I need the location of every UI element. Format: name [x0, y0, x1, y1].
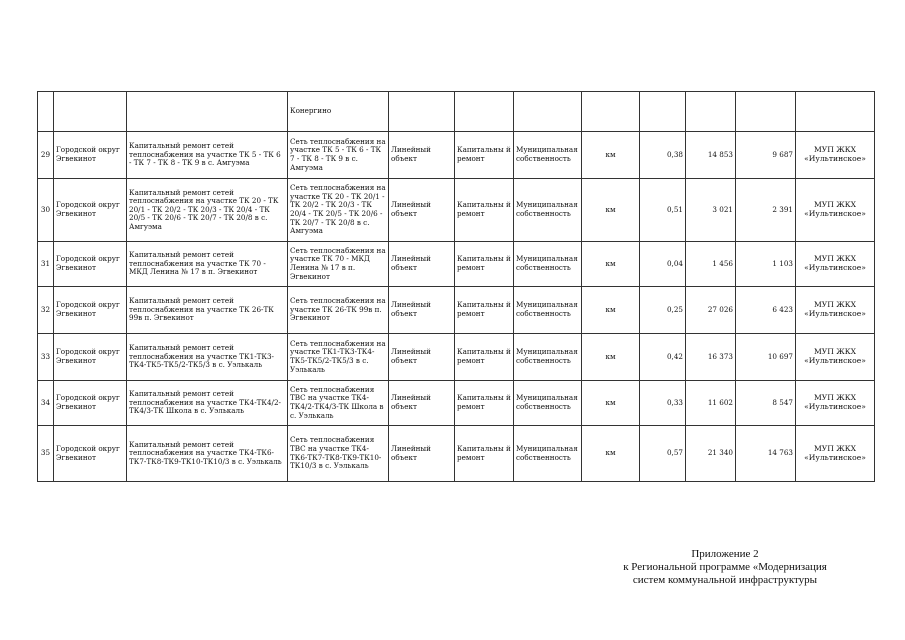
- cell-municipality: Городской округ Эгвекинот: [54, 426, 127, 482]
- cell-value2: 2 391: [736, 179, 796, 242]
- cell-unit: км: [582, 426, 640, 482]
- cell-value1: 27 026: [686, 287, 736, 334]
- cell-length: 0,42: [640, 334, 686, 381]
- appendix-line-2: к Региональной программе «Модернизация: [623, 561, 827, 573]
- cell-ownership: Муниципальная собственность: [514, 381, 582, 426]
- cell-value2: 1 103: [736, 242, 796, 287]
- cell-num: 31: [38, 242, 54, 287]
- table-row: [38, 179, 875, 242]
- cell-length: 0,57: [640, 426, 686, 482]
- cell-value1: 11 602: [686, 381, 736, 426]
- cell-length: 0,33: [640, 381, 686, 426]
- appendix-line-1: Приложение 2: [691, 548, 759, 560]
- cell-value1: 16 373: [686, 334, 736, 381]
- cell-organization: МУП ЖКХ «Иультинское»: [796, 426, 875, 482]
- cell-work: Капитальный ремонт сетей теплоснабжения на участке ТК 20 - ТК 20/1 - ТК 20/2 - ТК 20/3 - ТК 20/4 - ТК 20/5 - ТК 20/6 - ТК 20/7 - ТК 20/8 в с. Амгуэма: [127, 179, 288, 242]
- cell-municipality: Городской округ Эгвекинот: [54, 334, 127, 381]
- cell-ownership: [514, 92, 582, 132]
- cell-value1: 21 340: [686, 426, 736, 482]
- cell-kind: Капитальны й ремонт: [455, 179, 514, 242]
- cell-length: 0,04: [640, 242, 686, 287]
- cell-unit: км: [582, 132, 640, 179]
- cell-object: Сеть теплоснабжения ТВС на участке ТК4-ТК4/2-ТК4/3-ТК Школа в с. Уэлькаль: [288, 381, 389, 426]
- cell-work: [127, 92, 288, 132]
- cell-work: Капитальный ремонт сетей теплоснабжения на участке ТК4-ТК4/2-ТК4/3-ТК Школа в с. Уэлькаль: [127, 381, 288, 426]
- cell-object: Сеть теплоснабжения ТВС на участке ТК4-ТК6-ТК7-ТК8-ТК9-ТК10-ТК10/3 в с. Уэлькаль: [288, 426, 389, 482]
- cell-organization: МУП ЖКХ «Иультинское»: [796, 334, 875, 381]
- cell-length: 0,25: [640, 287, 686, 334]
- cell-ownership: Муниципальная собственность: [514, 242, 582, 287]
- program-table: [37, 91, 875, 482]
- cell-kind: Капитальны й ремонт: [455, 242, 514, 287]
- cell-num: 32: [38, 287, 54, 334]
- cell-organization: МУП ЖКХ «Иультинское»: [796, 287, 875, 334]
- cell-type: Линейный объект: [389, 179, 455, 242]
- cell-value1: 1 456: [686, 242, 736, 287]
- cell-kind: Капитальны й ремонт: [455, 334, 514, 381]
- cell-value2: 10 697: [736, 334, 796, 381]
- cell-municipality: Городской округ Эгвекинот: [54, 381, 127, 426]
- table-row: [38, 381, 875, 426]
- cell-value2: 14 763: [736, 426, 796, 482]
- cell-work: Капитальный ремонт сетей теплоснабжения на участке ТК 26-ТК 99в п. Эгвекинот: [127, 287, 288, 334]
- table-row: [38, 132, 875, 179]
- cell-type: [389, 92, 455, 132]
- cell-kind: [455, 92, 514, 132]
- cell-ownership: Муниципальная собственность: [514, 132, 582, 179]
- cell-ownership: Муниципальная собственность: [514, 334, 582, 381]
- cell-num: 33: [38, 334, 54, 381]
- cell-type: Линейный объект: [389, 242, 455, 287]
- cell-num: [38, 92, 54, 132]
- cell-organization: [796, 92, 875, 132]
- table-row: [38, 334, 875, 381]
- appendix-note: [600, 548, 850, 587]
- cell-work: Капитальный ремонт сетей теплоснабжения на участке ТК 5 - ТК 6 - ТК 7 - ТК 8 - ТК 9 в с. Амгуэма: [127, 132, 288, 179]
- cell-object: Сеть теплоснабжения на участке ТК 5 - ТК 6 - ТК 7 - ТК 8 - ТК 9 в с. Амгуэма: [288, 132, 389, 179]
- cell-unit: км: [582, 381, 640, 426]
- cell-object: Конергино: [288, 92, 389, 132]
- cell-num: 34: [38, 381, 54, 426]
- cell-unit: км: [582, 334, 640, 381]
- cell-work: Капитальный ремонт сетей теплоснабжения на участке ТК4-ТК6-ТК7-ТК8-ТК9-ТК10-ТК10/3 в с. Уэлькаль: [127, 426, 288, 482]
- cell-work: Капитальный ремонт сетей теплоснабжения на участке ТК1-ТК3-ТК4-ТК5-ТК5/2-ТК5/3 в с. Уэлькаль: [127, 334, 288, 381]
- cell-type: Линейный объект: [389, 426, 455, 482]
- cell-ownership: Муниципальная собственность: [514, 287, 582, 334]
- cell-work: Капитальный ремонт сетей теплоснабжения на участке ТК 70 - МКД Ленина № 17 в п. Эгвекинот: [127, 242, 288, 287]
- cell-municipality: Городской округ Эгвекинот: [54, 179, 127, 242]
- cell-type: Линейный объект: [389, 334, 455, 381]
- cell-num: 29: [38, 132, 54, 179]
- cell-type: Линейный объект: [389, 132, 455, 179]
- cell-value1: [686, 92, 736, 132]
- cell-value2: 8 547: [736, 381, 796, 426]
- cell-type: Линейный объект: [389, 287, 455, 334]
- cell-organization: МУП ЖКХ «Иультинское»: [796, 179, 875, 242]
- appendix-line-3: систем коммунальной инфраструктуры: [632, 574, 818, 586]
- cell-num: 30: [38, 179, 54, 242]
- cell-municipality: Городской округ Эгвекинот: [54, 287, 127, 334]
- cell-value2: 9 687: [736, 132, 796, 179]
- cell-unit: [582, 92, 640, 132]
- cell-length: 0,51: [640, 179, 686, 242]
- cell-kind: Капитальны й ремонт: [455, 287, 514, 334]
- cell-object: Сеть теплоснабжения на участке ТК 26-ТК 99в п. Эгвекинот: [288, 287, 389, 334]
- cell-length: [640, 92, 686, 132]
- cell-value1: 3 021: [686, 179, 736, 242]
- cell-organization: МУП ЖКХ «Иультинское»: [796, 242, 875, 287]
- cell-organization: МУП ЖКХ «Иультинское»: [796, 132, 875, 179]
- cell-municipality: Городской округ Эгвекинот: [54, 242, 127, 287]
- cell-unit: км: [582, 179, 640, 242]
- cell-object: Сеть теплоснабжения на участке ТК1-ТК3-ТК4-ТК5-ТК5/2-ТК5/3 в с. Уэлькаль: [288, 334, 389, 381]
- cell-municipality: Городской округ Эгвекинот: [54, 132, 127, 179]
- cell-value2: 6 423: [736, 287, 796, 334]
- cell-num: 35: [38, 426, 54, 482]
- cell-kind: Капитальны й ремонт: [455, 381, 514, 426]
- cell-kind: Капитальны й ремонт: [455, 132, 514, 179]
- cell-ownership: Муниципальная собственность: [514, 426, 582, 482]
- table-row-continuation: [38, 92, 875, 132]
- table-row: [38, 242, 875, 287]
- cell-object: Сеть теплоснабжения на участке ТК 70 - МКД Ленина № 17 в п. Эгвекинот: [288, 242, 389, 287]
- cell-value1: 14 853: [686, 132, 736, 179]
- cell-length: 0,38: [640, 132, 686, 179]
- cell-kind: Капитальны й ремонт: [455, 426, 514, 482]
- cell-municipality: [54, 92, 127, 132]
- table-row: [38, 287, 875, 334]
- table-row: [38, 426, 875, 482]
- cell-unit: км: [582, 287, 640, 334]
- cell-organization: МУП ЖКХ «Иультинское»: [796, 381, 875, 426]
- cell-type: Линейный объект: [389, 381, 455, 426]
- cell-object: Сеть теплоснабжения на участке ТК 20 - ТК 20/1 - ТК 20/2 - ТК 20/3 - ТК 20/4 - ТК 20/5 - ТК 20/6 - ТК 20/7 - ТК 20/8 в с. Амгуэма: [288, 179, 389, 242]
- cell-value2: [736, 92, 796, 132]
- cell-ownership: Муниципальная собственность: [514, 179, 582, 242]
- cell-unit: км: [582, 242, 640, 287]
